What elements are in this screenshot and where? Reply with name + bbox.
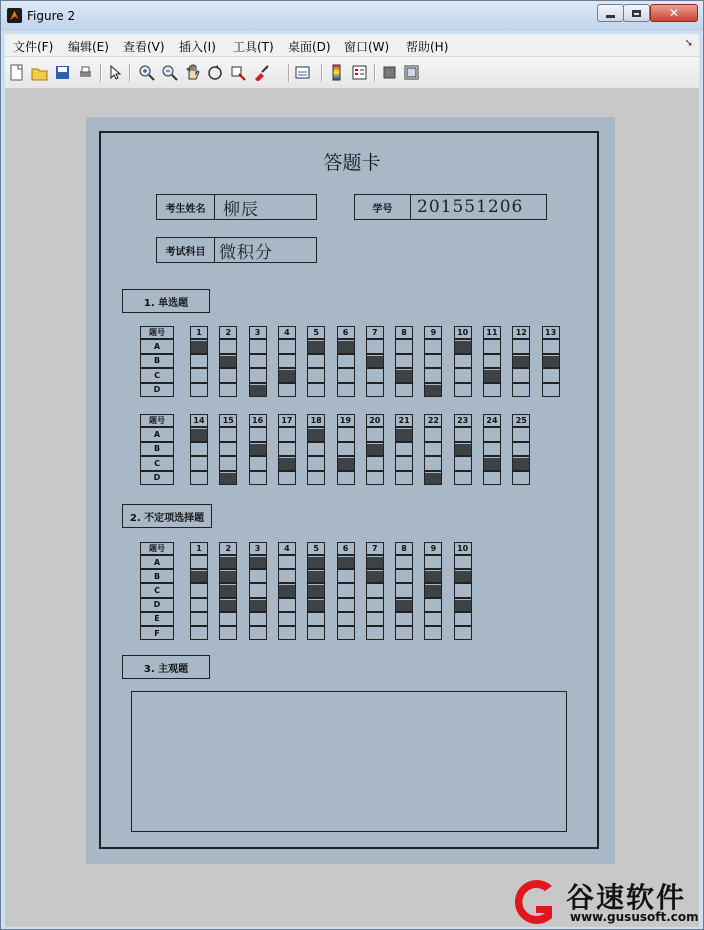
answer-bubble: [307, 442, 325, 457]
answer-bubble: [424, 354, 442, 369]
answer-bubble: [337, 569, 355, 583]
subject-value: 微积分: [219, 242, 273, 263]
answer-bubble: [395, 354, 413, 369]
answer-bubble: [424, 555, 442, 569]
subject-label: 考试科目: [157, 238, 215, 262]
answer-mark: [338, 341, 354, 353]
answer-bubble: [542, 339, 560, 354]
answer-bubble: [337, 354, 355, 369]
answer-bubble: [395, 569, 413, 583]
answer-mark: [220, 356, 236, 368]
answer-bubble: [542, 383, 560, 398]
grid-option-label: B: [140, 442, 174, 457]
answer-mark: [308, 600, 324, 611]
answer-bubble: [454, 383, 472, 398]
question-number: 6: [337, 542, 355, 555]
answer-mark: [455, 571, 471, 582]
print-icon[interactable]: [77, 64, 94, 81]
grid-option-label: D: [140, 471, 174, 486]
answer-bubble: [219, 626, 237, 640]
question-number: 20: [366, 414, 384, 427]
question-number: 14: [190, 414, 208, 427]
zoom-in-icon[interactable]: [138, 64, 155, 81]
question-number: 10: [454, 326, 472, 339]
answer-bubble: [366, 598, 384, 612]
matlab-logo-icon: [7, 8, 22, 23]
answer-mark: [220, 571, 236, 582]
answer-mark: [308, 429, 324, 441]
question-number: 1: [190, 542, 208, 555]
menu-item-7[interactable]: 帮助(H): [406, 40, 449, 54]
question-number: 2: [219, 542, 237, 555]
question-number: 2: [219, 326, 237, 339]
answer-mark: [425, 585, 441, 596]
answer-mark: [191, 429, 207, 441]
answer-bubble: [190, 471, 208, 486]
answer-bubble: [483, 383, 501, 398]
answer-bubble: [249, 456, 267, 471]
question-number: 4: [278, 542, 296, 555]
section-multi-choice: 2. 不定项选择题: [122, 504, 212, 528]
answer-bubble: [337, 427, 355, 442]
answer-mark: [484, 458, 500, 470]
grid-option-label: A: [140, 339, 174, 354]
question-number: 8: [395, 542, 413, 555]
answer-bubble: [278, 442, 296, 457]
answer-bubble: [366, 471, 384, 486]
grid-option-label: C: [140, 456, 174, 471]
answer-bubble: [190, 383, 208, 398]
link-plot-icon[interactable]: [294, 64, 311, 81]
answer-bubble: [424, 339, 442, 354]
answer-bubble: [249, 339, 267, 354]
question-number: 7: [366, 542, 384, 555]
dock-arrow-icon[interactable]: ➘: [684, 38, 693, 49]
pan-hand-icon[interactable]: [184, 64, 201, 81]
question-number: 1: [190, 326, 208, 339]
answer-bubble: [512, 383, 530, 398]
answer-mark: [191, 571, 207, 582]
answer-mark: [308, 585, 324, 596]
toolbar-separator: [129, 64, 131, 82]
answer-mark: [396, 429, 412, 441]
answer-bubble: [190, 368, 208, 383]
answer-bubble: [249, 612, 267, 626]
open-file-icon[interactable]: [31, 64, 48, 81]
answer-bubble: [424, 456, 442, 471]
answer-bubble: [395, 555, 413, 569]
answer-bubble: [190, 583, 208, 597]
answer-bubble: [454, 612, 472, 626]
answer-mark: [220, 557, 236, 568]
answer-mark: [220, 585, 236, 596]
grid-option-label: C: [140, 583, 174, 597]
answer-bubble: [190, 612, 208, 626]
answer-bubble: [424, 368, 442, 383]
question-number: 21: [395, 414, 413, 427]
answer-bubble: [366, 383, 384, 398]
toolbar-separator: [100, 64, 102, 82]
answer-bubble: [512, 339, 530, 354]
answer-bubble: [483, 427, 501, 442]
answer-bubble: [278, 427, 296, 442]
maximize-icon: [624, 5, 649, 21]
close-button[interactable]: [650, 4, 698, 22]
answer-mark: [425, 571, 441, 582]
answer-mark: [191, 341, 207, 353]
question-number: 17: [278, 414, 296, 427]
answer-bubble: [249, 354, 267, 369]
answer-bubble: [454, 354, 472, 369]
answer-bubble: [424, 442, 442, 457]
minimize-button[interactable]: [597, 4, 624, 22]
save-icon[interactable]: [54, 64, 71, 81]
answer-bubble: [278, 354, 296, 369]
answer-mark: [455, 341, 471, 353]
answer-bubble: [278, 612, 296, 626]
answer-bubble: [307, 383, 325, 398]
menu-item-2[interactable]: 查看(V): [123, 40, 165, 54]
answer-bubble: [454, 456, 472, 471]
answer-bubble: [483, 354, 501, 369]
site-watermark: [508, 876, 704, 930]
answer-bubble: [278, 383, 296, 398]
window-title: Figure 2: [27, 9, 76, 23]
answer-bubble: [307, 612, 325, 626]
answer-bubble: [395, 626, 413, 640]
answer-bubble: [366, 339, 384, 354]
answer-bubble: [190, 354, 208, 369]
question-number: 23: [454, 414, 472, 427]
answer-bubble: [307, 354, 325, 369]
answer-mark: [279, 458, 295, 470]
zoom-out-icon[interactable]: [161, 64, 178, 81]
toolbar-separator: [288, 64, 290, 82]
grid-option-label: F: [140, 626, 174, 640]
question-number: 10: [454, 542, 472, 555]
answer-mark: [308, 571, 324, 582]
answer-bubble: [395, 456, 413, 471]
answer-bubble: [219, 368, 237, 383]
grid-option-label: B: [140, 354, 174, 369]
edit-plot-arrow-icon[interactable]: [107, 64, 124, 81]
answer-mark: [250, 557, 266, 568]
question-number: 5: [307, 542, 325, 555]
answer-bubble: [512, 471, 530, 486]
answer-mark: [425, 473, 441, 485]
answer-bubble: [366, 626, 384, 640]
question-number: 24: [483, 414, 501, 427]
answer-mark: [338, 458, 354, 470]
grid-header-label: 题号: [140, 326, 174, 339]
answer-mark: [279, 585, 295, 596]
answer-bubble: [190, 442, 208, 457]
answer-mark: [250, 385, 266, 397]
show-plot-tools-icon[interactable]: [403, 64, 420, 81]
answer-bubble: [454, 368, 472, 383]
answer-bubble: [219, 456, 237, 471]
toolbar-separator: [374, 64, 376, 82]
question-number: 9: [424, 326, 442, 339]
answer-bubble: [366, 583, 384, 597]
student-id-label: 学号: [355, 195, 411, 219]
answer-mark: [513, 356, 529, 368]
answer-bubble: [424, 598, 442, 612]
grid-option-label: D: [140, 383, 174, 398]
question-number: 11: [483, 326, 501, 339]
grid-header-label: 题号: [140, 414, 174, 427]
answer-mark: [455, 444, 471, 456]
answer-bubble: [190, 456, 208, 471]
gususoft-logo-icon: [508, 876, 560, 928]
answer-mark: [220, 473, 236, 485]
answer-mark: [396, 600, 412, 611]
question-number: 5: [307, 326, 325, 339]
answer-bubble: [219, 427, 237, 442]
answer-bubble: [366, 456, 384, 471]
student-name-field: [156, 194, 317, 220]
answer-bubble: [249, 583, 267, 597]
answer-bubble: [454, 626, 472, 640]
answer-bubble: [190, 626, 208, 640]
answer-bubble: [395, 442, 413, 457]
answer-bubble: [307, 368, 325, 383]
answer-mark: [396, 370, 412, 382]
answer-bubble: [219, 612, 237, 626]
answer-bubble: [483, 471, 501, 486]
sheet-title: 答题卡: [323, 152, 381, 174]
answer-bubble: [512, 442, 530, 457]
answer-bubble: [395, 383, 413, 398]
answer-bubble: [454, 471, 472, 486]
answer-mark: [250, 444, 266, 456]
grid-option-label: E: [140, 612, 174, 626]
answer-bubble: [512, 368, 530, 383]
toolbar-separator: [321, 64, 323, 82]
answer-bubble: [249, 471, 267, 486]
question-number: 3: [249, 326, 267, 339]
answer-mark: [367, 356, 383, 368]
answer-bubble: [424, 626, 442, 640]
menu-item-1[interactable]: 编辑(E): [68, 40, 109, 54]
answer-mark: [220, 600, 236, 611]
menu-item-4[interactable]: 工具(T): [233, 40, 274, 54]
question-number: 6: [337, 326, 355, 339]
answer-mark: [250, 600, 266, 611]
minimize-icon: [598, 5, 623, 21]
rotate-3d-icon[interactable]: [207, 64, 224, 81]
answer-bubble: [307, 471, 325, 486]
menu-item-0[interactable]: 文件(F): [13, 40, 54, 54]
answer-bubble: [337, 612, 355, 626]
menu-item-3[interactable]: 插入(I): [179, 40, 216, 54]
menu-item-5[interactable]: 桌面(D): [288, 40, 331, 54]
answer-bubble: [249, 569, 267, 583]
answer-bubble: [337, 442, 355, 457]
section-subjective: 3. 主观题: [122, 655, 210, 679]
answer-bubble: [190, 555, 208, 569]
question-number: 13: [542, 326, 560, 339]
answer-bubble: [366, 612, 384, 626]
answer-bubble: [366, 368, 384, 383]
subject-field: [156, 237, 317, 263]
figure-toolbar: [5, 57, 699, 89]
question-number: 12: [512, 326, 530, 339]
answer-bubble: [337, 368, 355, 383]
answer-bubble: [395, 339, 413, 354]
answer-bubble: [454, 583, 472, 597]
answer-mark: [308, 557, 324, 568]
menu-bar: [5, 34, 699, 57]
answer-bubble: [483, 339, 501, 354]
brush-icon[interactable]: [253, 64, 270, 81]
answer-mark: [279, 370, 295, 382]
answer-mark: [513, 458, 529, 470]
answer-bubble: [424, 612, 442, 626]
question-number: 3: [249, 542, 267, 555]
answer-bubble: [278, 598, 296, 612]
question-number: 4: [278, 326, 296, 339]
answer-mark: [425, 385, 441, 397]
answer-bubble: [395, 583, 413, 597]
answer-bubble: [219, 383, 237, 398]
question-number: 25: [512, 414, 530, 427]
grid-option-label: C: [140, 368, 174, 383]
legend-icon[interactable]: [351, 64, 368, 81]
question-number: 16: [249, 414, 267, 427]
question-number: 19: [337, 414, 355, 427]
colorbar-icon[interactable]: [328, 64, 345, 81]
answer-mark: [543, 356, 559, 368]
title-bar[interactable]: [1, 1, 703, 31]
answer-bubble: [337, 626, 355, 640]
answer-bubble: [483, 442, 501, 457]
question-number: 15: [219, 414, 237, 427]
student-id-field: [354, 194, 547, 220]
answer-bubble: [249, 427, 267, 442]
watermark-url: www.gususoft.com: [570, 910, 699, 924]
answer-bubble: [278, 339, 296, 354]
student-id-value: 201551206: [417, 197, 524, 217]
subjective-answer-box: [131, 691, 567, 832]
menu-item-6[interactable]: 窗口(W): [344, 40, 390, 54]
watermark-name: 谷速软件: [566, 881, 687, 914]
answer-bubble: [512, 427, 530, 442]
question-number: 22: [424, 414, 442, 427]
answer-mark: [455, 600, 471, 611]
answer-bubble: [249, 368, 267, 383]
answer-mark: [338, 557, 354, 568]
student-name-label: 考生姓名: [157, 195, 215, 219]
answer-bubble: [190, 598, 208, 612]
answer-bubble: [307, 626, 325, 640]
question-number: 8: [395, 326, 413, 339]
answer-bubble: [278, 555, 296, 569]
answer-mark: [308, 341, 324, 353]
answer-bubble: [278, 471, 296, 486]
answer-bubble: [337, 471, 355, 486]
answer-bubble: [454, 427, 472, 442]
hide-plot-tools-icon[interactable]: [381, 64, 398, 81]
answer-mark: [367, 444, 383, 456]
student-name-value: 柳辰: [223, 199, 259, 220]
answer-bubble: [337, 598, 355, 612]
answer-bubble: [278, 626, 296, 640]
new-figure-icon[interactable]: [8, 64, 25, 81]
question-number: 18: [307, 414, 325, 427]
answer-bubble: [337, 383, 355, 398]
grid-option-label: A: [140, 427, 174, 442]
answer-bubble: [249, 626, 267, 640]
answer-mark: [367, 557, 383, 568]
question-number: 9: [424, 542, 442, 555]
answer-bubble: [395, 471, 413, 486]
answer-mark: [484, 370, 500, 382]
answer-bubble: [219, 339, 237, 354]
section-single-choice: 1. 单选题: [122, 289, 210, 313]
grid-option-label: A: [140, 555, 174, 569]
grid-header-label: 题号: [140, 542, 174, 555]
answer-bubble: [454, 555, 472, 569]
maximize-button[interactable]: [623, 4, 650, 22]
answer-bubble: [366, 427, 384, 442]
data-cursor-icon[interactable]: [230, 64, 247, 81]
answer-bubble: [542, 368, 560, 383]
grid-option-label: B: [140, 569, 174, 583]
answer-bubble: [278, 569, 296, 583]
question-number: 7: [366, 326, 384, 339]
answer-mark: [367, 571, 383, 582]
answer-bubble: [424, 427, 442, 442]
close-icon: ✕: [668, 6, 680, 20]
answer-bubble: [219, 442, 237, 457]
grid-option-label: D: [140, 598, 174, 612]
answer-bubble: [395, 612, 413, 626]
answer-bubble: [337, 583, 355, 597]
answer-bubble: [307, 456, 325, 471]
